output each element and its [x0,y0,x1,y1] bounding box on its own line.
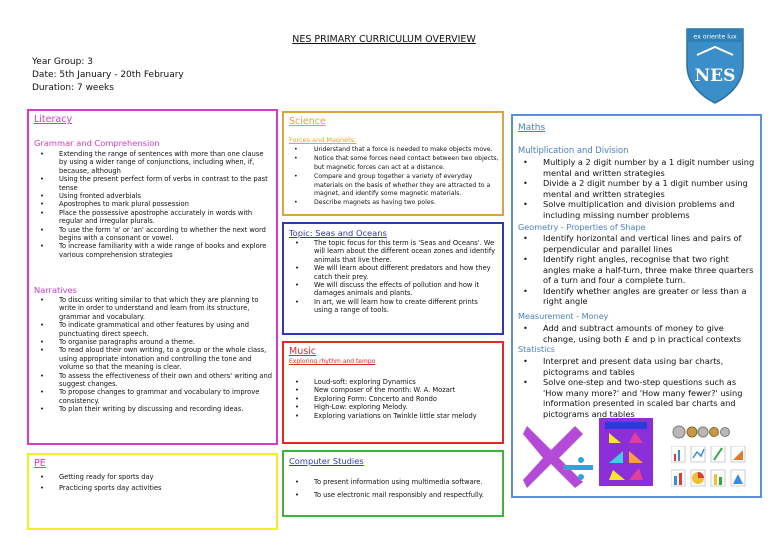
science-heading: Science [289,116,326,127]
list-item: • To discuss writing similar to that which they are planning to write in order to understand and learn from its structure, grammar and vocabulary. [29,296,273,321]
list-item: • To organise paragraphs around a theme. [29,338,273,346]
list-item: • To indicate grammatical and other features by using and punctuating direct speech. [29,321,273,338]
list-item: • The topic focus for this term is 'Seas and Oceans'. We will learn about the different ocean zones and identify animals that live there. [284,239,498,264]
coins-image [671,424,733,440]
pe-heading: PE [34,458,46,469]
year-group: Year Group: 3 [32,57,93,67]
topic-heading: Topic: Seas and Oceans [289,228,387,238]
list-item: • To assess the effectiveness of their own and others' writing and suggest changes. [29,372,273,389]
music-panel [282,341,504,444]
list-item: • Divide a 2 digit number by a 1 digit number using mental and written strategies [513,178,757,199]
list-item: • To propose changes to grammar and vocabulary to improve consistency. [29,388,273,405]
multiplication-list [513,157,757,220]
multiplication-heading: Multiplication and Division [518,145,629,155]
list-item: • Exploring variations on Twinkle little star melody [284,412,498,420]
geometry-list [513,233,757,307]
list-item: • Getting ready for sports day [29,473,273,481]
list-item: • In art, we will learn how to create different prints using a range of tools. [284,298,498,315]
computer-heading: Computer Studies [289,456,364,466]
list-item: • Compare and group together a variety of everyday materials on the basis of whether they are attracted to a magnet, and identify some magnetic materials. [284,173,500,198]
list-item: • To use electronic mail responsibly and respectfully. [284,491,500,499]
list-item: • To plan their writing by discussing and recording ideas. [29,405,273,413]
list-item: • Identify right angles, recognise that two right angles make a half-turn, three make three quarters of a turn and four a complete turn. [513,254,757,286]
list-item: • Apostrophes to mark plural possession [29,200,273,208]
science-list [284,146,500,209]
pe-list [29,473,273,493]
list-item: • Identify horizontal and vertical lines and pairs of perpendicular and parallel lines [513,233,757,254]
list-item: • Place the possessive apostrophe accurately in words with regular and irregular plurals. [29,209,273,226]
svg-text:NES: NES [694,66,736,86]
science-panel [282,111,504,216]
maths-heading: Maths [518,123,546,133]
school-crest-logo [683,25,747,105]
measurement-list [513,323,757,344]
list-item: • Identify whether angles are greater or less than a right angle [513,286,757,307]
list-item: • Solve multiplication and division problems and including missing number problems [513,199,757,220]
grammar-heading: Grammar and Comprehension [34,138,160,148]
list-item: • To present information using multimedia software. [284,478,500,486]
date-range: Date: 5th January - 20th February [32,70,184,80]
geometry-heading: Geometry - Properties of Shape [518,222,646,232]
computer-list [284,478,500,500]
topic-panel [282,222,504,335]
list-item: • Using fronted adverbials [29,192,273,200]
pe-panel [27,453,278,530]
topic-list [284,239,498,315]
list-item: • We will discuss the effects of pollution and how it damages animals and plants. [284,281,498,298]
statistics-list [513,356,757,419]
list-item: • To read aloud their own writing, to a group or the whole class, using appropriate intonation and controlling the tone and volume so that the meaning is clear. [29,346,273,371]
list-item: • Multiply a 2 digit number by a 1 digit number using mental and written strategies [513,157,757,178]
science-subheading: Forces and Magnets: [289,136,357,144]
list-item: • Using the present perfect form of verbs in contrast to the past tense [29,175,273,192]
list-item: • Exploring Form: Concerto and Rondo [284,395,498,403]
duration: Duration: 7 weeks [32,83,114,93]
music-list [284,378,498,420]
list-item: • Add and subtract amounts of money to give change, using both £ and p in practical contexts [513,323,757,344]
computer-studies-panel [282,450,504,517]
list-item: • Practicing sports day activities [29,484,273,492]
overview-meta [32,56,184,95]
grammar-list [29,150,273,259]
literacy-panel [27,109,278,445]
page-title: NES PRIMARY CURRICULUM OVERVIEW [292,34,476,45]
svg-text:ex oriente lux: ex oriente lux [693,33,737,41]
measurement-heading: Measurement - Money [518,311,609,321]
angles-poster-image [599,418,653,486]
list-item: • Solve one-step and two-step questions such as 'How many more?' and 'How many fewer?' using information presented in scaled bar charts and pictograms and tables [513,377,757,419]
list-item: • To increase familiarity with a wide range of books and explore various comprehension strategies [29,242,273,259]
list-item: • Loud-soft: exploring Dynamics [284,378,498,386]
list-item: • High-Low: exploring Melody. [284,403,498,411]
list-item: • Interpret and present data using bar charts, pictograms and tables [513,356,757,377]
list-item: • New composer of the month: W. A. Mozart [284,386,498,394]
list-item: • Describe magnets as having two poles. [284,199,500,207]
list-item: • Notice that some forces need contact between two objects, but magnetic forces can act at a distance. [284,155,500,172]
multiply-divide-image [523,420,595,488]
list-item: • To use the form 'a' or 'an' according to whether the next word begins with a consonant or vowel. [29,226,273,243]
list-item: • Understand that a force is needed to make objects move. [284,146,500,154]
statistics-heading: Statistics [518,344,555,354]
charts-icons-image [671,446,751,490]
list-item: • Extending the range of sentences with more than one clause by using a wider range of conjunctions, including when, if, because, although [29,150,273,175]
music-heading: Music [289,346,317,357]
narratives-list [29,296,273,414]
music-subheading: Exploring rhythm and tempo [289,358,376,365]
narratives-heading: Narratives [34,285,77,295]
literacy-heading: Literacy [34,114,73,125]
maths-panel [511,114,762,498]
list-item: • We will learn about different predators and how they catch their prey. [284,264,498,281]
